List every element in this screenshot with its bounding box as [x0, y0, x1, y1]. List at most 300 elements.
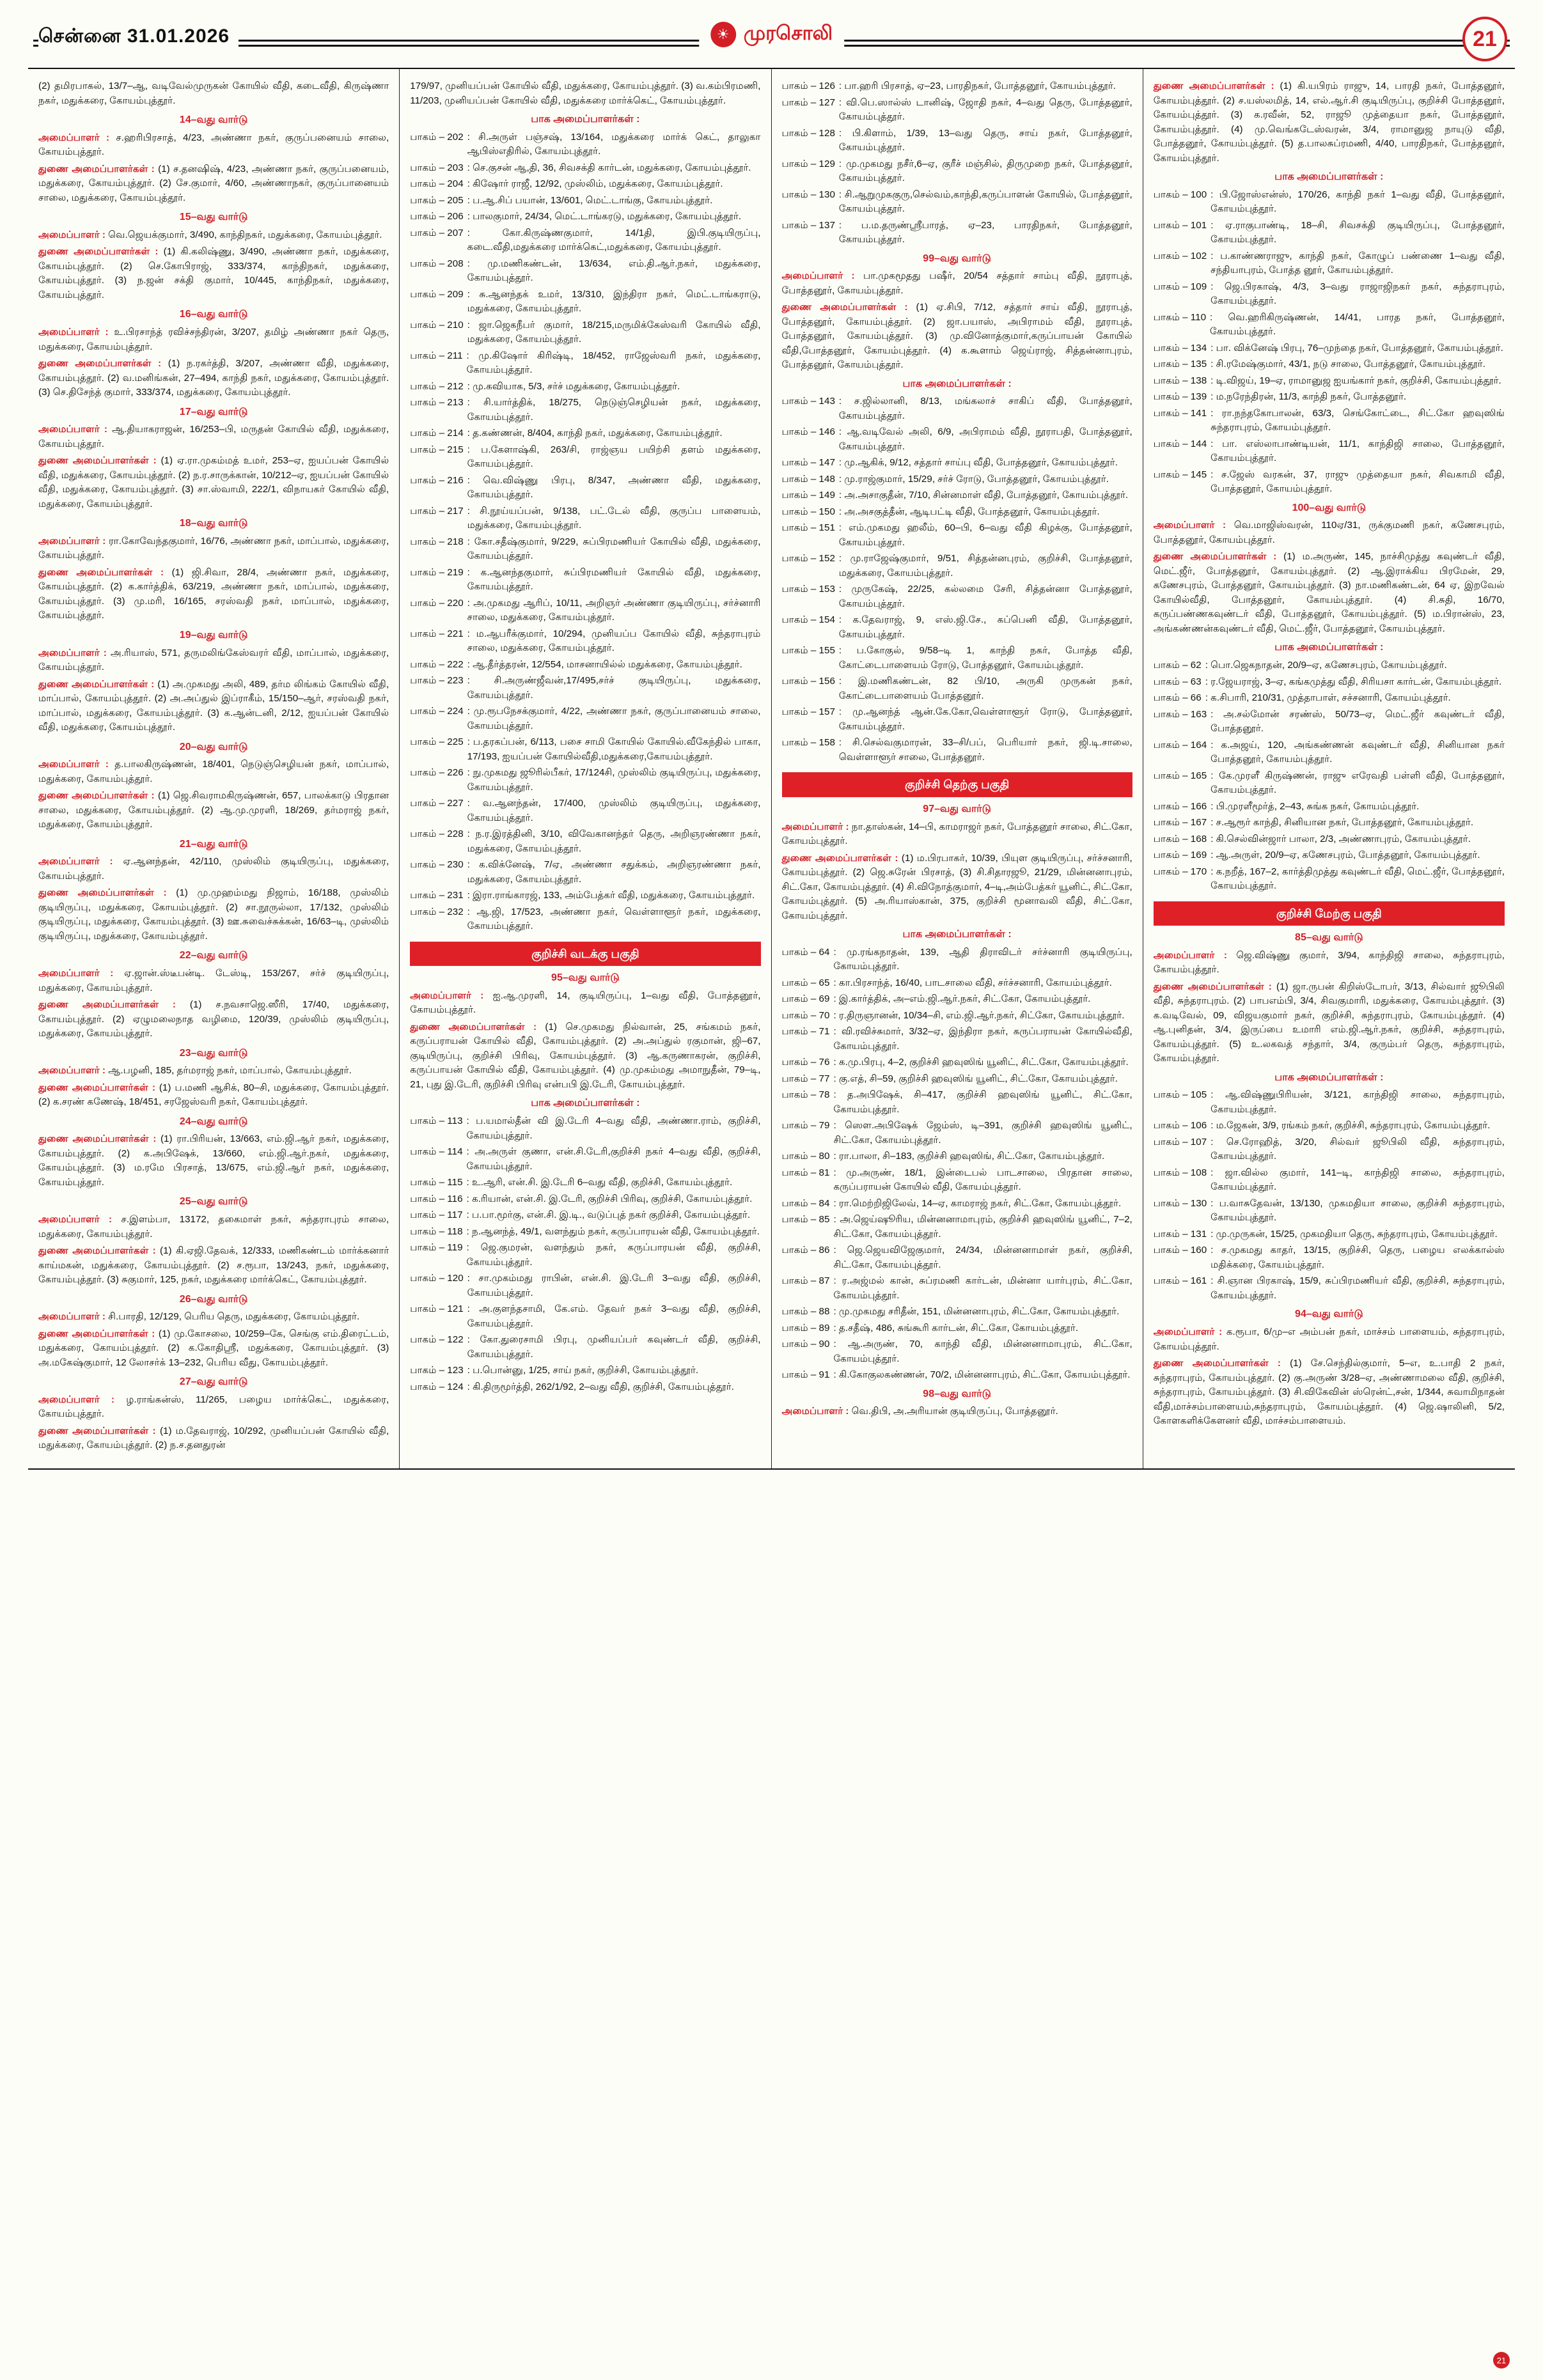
masthead-edition-date: சென்னை 31.01.2026	[38, 26, 239, 50]
organizer-text: ஐ.ஆ.முரளி, 14, குடியிருப்பு, 1–வது வீதி, போத்தனூர், கோயம்புத்தூர்.	[410, 990, 761, 1016]
booth-list-item	[782, 552, 1132, 580]
organizer-entry	[38, 886, 389, 944]
organizer-entry	[1154, 79, 1505, 166]
organizer-label: அமைப்பாளர் :	[38, 424, 107, 435]
organizer-text: ஏ.ஜான்.ஸ்டீபன்டி. டேஸ்டி, 153/267, சர்ச் குடியிருப்பு, மதுக்கரை, கோயம்புத்தூர்.	[38, 968, 389, 993]
booth-number: பாகம் – 115	[410, 1177, 463, 1188]
booth-list-item	[410, 1208, 760, 1223]
booth-number: பாகம் – 77	[781, 1073, 830, 1084]
booth-list-item	[410, 889, 760, 903]
booth-address: : ப.ஆ.சிப் பயான், 13/601, மெட்.டாங்கு, கோயம்புத்தூர்.	[467, 194, 713, 206]
booth-number: பாகம் – 116	[410, 1193, 463, 1204]
organizer-entry	[38, 162, 389, 206]
booth-address: : மு.முகமது சரிதீன், 151, மின்னனாபுரம், சிட்.கோ, கோயம்புத்தூர்.	[833, 1306, 1120, 1318]
organizer-label: அமைப்பாளர் :	[38, 968, 114, 979]
masthead-title: முரசொலி	[743, 22, 833, 44]
organizer-label: துணை அமைப்பாளர்கள் :	[38, 1245, 156, 1257]
booth-list-item	[1154, 249, 1505, 278]
booth-list-item	[782, 505, 1132, 520]
booth-address: : ஜா.ஜெகநீபர் குமார், 18/215,மருமிக்கேஸ்வரி கோயில் வீதி, மதுக்கரை, கோயம்புத்தூர்.	[467, 319, 761, 345]
booth-address: : கே.முரளீ கிருஷ்ணன், ராஜு எரேவதி பள்ளி வீதி, போத்தனூர், கோயம்புத்தூர்.	[1210, 770, 1505, 796]
booth-list-item	[1154, 816, 1505, 830]
booth-number: பாகம் – 114	[410, 1146, 463, 1158]
booth-list-item	[782, 1368, 1132, 1383]
booth-list-item	[410, 288, 760, 316]
booth-address: : மு.அருண், 18/1, இன்டைபல் பாடசாலை, பிரதான சாலை, கருப்பராயன் கோயில் வீதி, கோயம்புத்தூர்.	[833, 1167, 1132, 1193]
section-subheading: பாக அமைப்பாளர்கள் :	[531, 114, 640, 125]
organizer-text: (1) கி.ஏஜி.தேவக், 12/333, மணிகண்டம் மார்க்கனார் காய்மகன், மதுக்கரை, கோயம்புத்தூர். (2) ச.ரூபா, 13/243, நகர், மதுக்கரை, கோயம்புத்தூர். (3) சுகுமார், 125, நகர், மதுக்கரை மார்க்கெட், கோயம்புத்தூர்.	[38, 1245, 389, 1286]
organizer-text: வெ.ஜெயக்குமார், 3/490, காந்திநகர், மதுக்கரை, கோயம்புத்தூர்.	[108, 229, 382, 240]
booth-list-item	[1154, 1197, 1505, 1225]
booth-address: : செ.குசன் ஆ,தி, 36, சிவசக்தி கார்டன், மதுக்கரை, கோயம்புத்தூர்.	[467, 162, 751, 173]
booth-address: : ஏ.ராகுபாண்டி, 18–சி, சிவசக்தி குடியிருப்பு, போத்தனூர், கோயம்புத்தூர்.	[1210, 219, 1505, 245]
booth-address: : சி.செல்வகுமாரன், 33–சி/பப், பெரியார் நகர், ஜி.டி.சாலை, வெள்ளாளூர் சாலை, போத்தனூர்.	[838, 737, 1132, 763]
booth-list-item	[410, 177, 760, 192]
booth-address: : க.மு.பிரபு, 4–2, குறிச்சி ஹவுஸிங் யூனிட், சிட்.கோ, கோயம்புத்தூர்.	[833, 1057, 1129, 1068]
booth-address: : ஆ.தீர்த்தரன், 12/554, மாசனாயில்ல் மதுக்கரை, கோயம்புத்தூர்.	[467, 658, 742, 670]
booth-number: பாகம் – 209	[410, 288, 464, 300]
booth-list-item	[1154, 1166, 1505, 1195]
booth-list-item	[1154, 832, 1505, 847]
booth-address: : கு.எத், சி–59, குறிச்சி ஹவுஸிங் யூனிட், சிட்.கோ, கோயம்புத்தூர்.	[833, 1073, 1118, 1084]
booth-number: பாகம் – 86	[781, 1245, 830, 1256]
booth-number: பாகம் – 160	[1153, 1245, 1207, 1256]
section-banner: குறிச்சி தெற்கு பகுதி	[782, 772, 1132, 797]
booth-list-item	[410, 735, 760, 764]
booth-address: : கி.திருமூர்த்தி, 262/1/92, 2–வது வீதி, குறிச்சி, கோயம்புத்தூர்.	[467, 1381, 734, 1392]
booth-number: பாகம் – 122	[410, 1334, 464, 1346]
booth-list-item	[1154, 407, 1505, 435]
organizer-label: அமைப்பாளர் :	[38, 759, 109, 770]
booth-address: : சி.யார்த்திக், 18/275, நெடுஞ்செழியன் நகர், மதுக்கரை, கோயம்புத்தூர்.	[467, 397, 761, 423]
organizer-entry	[38, 1310, 389, 1325]
booth-list-item	[1154, 1088, 1505, 1117]
booth-list-item	[782, 394, 1132, 423]
organizer-text: (1) ந.ரகர்த்தி, 3/207, அண்ணா வீதி, மதுக்கரை, கோயம்புத்தூர். (2) வ.மனிங்கன், 27–494, காந்தி நகர், மதுக்கரை, கோயம்புத்தூர். (3) செ.திசேந்த் குமார், 333/374, மதுக்கரை, கோயம்புத்தூர்.	[38, 358, 389, 398]
section-subheading: 95–வது வார்டு	[551, 972, 620, 984]
booth-number: பாகம் – 63	[1153, 676, 1202, 687]
booth-list-item	[410, 396, 760, 424]
booth-number: பாகம் – 131	[1153, 1228, 1207, 1240]
ward-heading: 27–வது வார்டு	[179, 1376, 248, 1388]
booth-number: பாகம் – 91	[781, 1369, 830, 1381]
organizer-text: (1) ஏ.சிபி, 7/12, சத்தார் சாய் வீதி, நூராபுத், போத்தனூர், கோயம்புத்தூர். (2) ஜா.பயாஸ், அபிராமம் வீதி, நூராபுத், போத்தனூர், கோயம்புத்தூர். (3) மு.வினோத்குமார்,கருப்பாயன் கோயில் வீதி,போத்தனூர், கோயம்புத்தூர். (4) க.கூளாம் ஜெய்ராஜ், சித்தன்னாபுரம், போத்தனூர், கோயம்புத்தூர்.	[781, 302, 1132, 371]
booth-address: : க.சிபாரி, 210/31, முத்தாபாள், சச்சனாரி, கோயம்புத்தூர்.	[1205, 692, 1451, 704]
booth-number: பாகம் – 101	[1153, 219, 1207, 231]
booth-number: பாகம் – 221	[410, 628, 464, 639]
masthead-brand	[699, 22, 845, 47]
organizer-label: அமைப்பாளர் :	[781, 1406, 849, 1417]
booth-number: பாகம் – 121	[410, 1303, 464, 1315]
booth-address: : ஆ.ஜி, 17/523, அண்ணா நகர், வெள்ளாளூர் நகர், மதுக்கரை, கோயம்புத்தூர்.	[467, 906, 761, 932]
ward-heading: 25–வது வார்டு	[179, 1196, 248, 1208]
organizer-entry	[38, 855, 389, 883]
organizer-entry	[782, 300, 1132, 373]
organizer-label: அமைப்பாளர் :	[38, 535, 106, 547]
booth-number: பாகம் – 70	[781, 1009, 830, 1021]
organizer-entry	[38, 1327, 389, 1371]
organizer-entry	[782, 820, 1132, 849]
booth-address: : சா.முகம்மது ராபின், என்.சி. இ.டேரி 3–வது வீதி, குறிச்சி, கோயம்புத்தூர்.	[467, 1273, 761, 1298]
organizer-text: (1) ஏ.ரா.முகம்மத் உமர், 253–ஏ, ஐயப்பன் கோயில் வீதி, மதுக்கரை, கோயம்புத்தூர். (2) ந.ர.சாருக்கான், 10/212–ஏ, ஐயப்பன் கோயில் வீதி, மதுக்கரை, கோயம்புத்தூர். (3) சா.ஸ்வாமி, 222/1, விநாயகர் கோயில் வீதி, மதுக்கரை, கோயம்புத்தூர்.	[38, 455, 389, 509]
organizer-text: (1) ம.பிரபாகர், 10/39, பியுள குடியிருப்பு, சர்ச்சனாரி, கோயம்புத்தூர். (2) ஜெ.சுரேன் பிரசாத், (3) சி.சிதாரஜூ, 21/29, மின்னனாபுரம், சிட்.கோ, கோயம்புத்தூர். (4) சி.விநோத்குமார், 4–டி,அம்பேத்கர் யூனிட், சிட்.கோ, கோயம்புத்தூர். (5) அ.ரியாஸ்கான், 375, குறிச்சி மூனாவலி வீதி, சிட்.கோ, கோயம்புத்தூர்.	[781, 852, 1132, 921]
booth-number: பாகம் – 213	[410, 397, 464, 408]
booth-number: பாகம் – 144	[1153, 438, 1207, 449]
organizer-text: (1) செ.முகமது நில்வான், 25, சங்கமம் நகர், கருப்பராயன் கோயில் வீதி, கோயம்புத்தூர். (2) அ.அப்துல் ரகுமான், ஜி–67, குடியிருப்பு, குறிச்சி பிரிவு, கோயம்புத்தூர். (3) ஆ.கருணாகரன், குறிச்சி, கருப்பாயன் கோயில் வீதி, கோயம்புத்தூர். (4) மு.முகம்மது அமாநுதீன், 79–டி, 21, புது இ.டேரி, குறிச்சி பிரிவு என்பபி இ.டேரி, கோயம்புத்தூர்.	[410, 1021, 761, 1090]
booth-list-item	[782, 472, 1132, 487]
booth-list-item	[1154, 675, 1505, 690]
booth-list-item	[410, 1302, 760, 1331]
organizer-text: (1) ஜெ.சிவராமகிருஷ்ணன், 657, பாலக்காடு பிரதான சாலை, மதுக்கரை, கோயம்புத்தூர். (2) ஆ.மு.முரளி, 18/269, தர்மராஜ் நகர், மதுக்கரை, கோயம்புத்தூர்.	[38, 790, 389, 830]
organizer-label: துணை அமைப்பாளர்கள் :	[781, 852, 898, 864]
ward-heading: 15–வது வார்டு	[179, 212, 248, 223]
booth-list-item	[1154, 800, 1505, 814]
booth-number: பாகம் – 203	[410, 162, 464, 173]
booth-list-item	[410, 704, 760, 733]
booth-address: : கி.செல்வின்ஜார் பாலா, 2/3, அண்ணாபுரம், கோயம்புத்தூர்.	[1210, 833, 1471, 844]
booth-address: : ச.முகமது காதர், 13/15, குறிச்சி, தெரு, பழைய எலக்கால்ஸ் மதிக்கரை, கோயம்புத்தூர்.	[1210, 1245, 1505, 1270]
booth-number: பாகம் – 217	[410, 505, 464, 517]
section-subheading: 85–வது வார்டு	[1295, 932, 1363, 944]
organizer-entry	[38, 228, 389, 243]
section-subheading: பாக அமைப்பாளர்கள் :	[1274, 642, 1384, 653]
booth-list-item	[410, 827, 760, 856]
booth-number: பாகம் – 66	[1153, 692, 1202, 704]
booth-number: பாகம் – 141	[1153, 407, 1207, 419]
booth-list-item	[410, 596, 760, 625]
booth-number: பாகம் – 107	[1153, 1136, 1207, 1147]
booth-number: பாகம் – 87	[781, 1275, 830, 1287]
booth-number: பாகம் – 130	[1153, 1197, 1207, 1209]
booth-list-item	[782, 1072, 1132, 1087]
booth-list-item	[410, 380, 760, 394]
booth-address: : வெ.விஷ்ணு பிரபு, 8/347, அண்ணா வீதி, மதுக்கரை, கோயம்புத்தூர்.	[467, 474, 761, 501]
booth-address: : மு.ஆகிக், 9/12, சத்தார் சாய்பு வீதி, போத்தனூர், கோயம்புத்தூர்.	[838, 457, 1118, 469]
booth-address: : இரா.ராங்காரஜ், 133, அம்பேத்கர் வீதி, மதுக்கரை, கோயம்புத்தூர்.	[467, 890, 755, 901]
booth-number: பாகம் – 150	[781, 506, 835, 517]
organizer-label: அமைப்பாளர் :	[1153, 520, 1226, 531]
booth-address: : டி.விஜய், 19–ஏ, ராமானுஜ ஐயங்கார் நகர், குறிச்சி, கோயம்புத்தூர்.	[1210, 375, 1501, 386]
organizer-entry	[38, 1424, 389, 1453]
booth-address: : மு.கவியாக, 5/3, சர்ச் மதுக்கரை, கோயம்புத்தூர்.	[467, 380, 680, 392]
booth-number: பாகம் – 211	[410, 350, 463, 361]
organizer-label: துணை அமைப்பாளர்கள் :	[38, 887, 167, 899]
section-subheading: பாக அமைப்பாளர்கள் :	[531, 1098, 640, 1109]
organizer-text: ச.இளம்பா, 13172, தகைமாள் நகர், சுந்தராபுரம் சாலை, மதுக்கரை, கோயம்புத்தூர்.	[38, 1214, 389, 1240]
booth-number: பாகம் – 106	[1153, 1120, 1207, 1132]
booth-number: பாகம் – 146	[781, 426, 835, 438]
organizer-entry	[38, 1132, 389, 1190]
organizer-entry	[38, 566, 389, 623]
organizer-text: ஏ.ஆனந்தன், 42/110, முஸ்லிம் குடியிருப்பு, மதுக்கரை, கோயம்புத்தூர்.	[38, 856, 389, 882]
booth-address: : பாலகுமார், 24/34, மெட்.டாங்கரடு, மதுக்கரை, கோயம்புத்தூர்.	[467, 211, 742, 222]
ward-heading: 16–வது வார்டு	[179, 309, 248, 320]
organizer-text: (1) அ.முகமது அலி, 489, தர்ம லிங்கம் கோயில் வீதி, மாப்பால், கோயம்புத்தூர். (2) அ.அப்துல் இப்ராகீம், 15/150–ஆர், சரஸ்வதி நகர், மாப்பால், மதுக்கரை, கோயம்புத்தூர். (3) க.ஆன்டனி, 2/12, ஐயப்பன் கோயில் வீதி, மதுக்கரை, கோயம்புத்தூர்.	[38, 678, 389, 733]
booth-address: : பி.முரளீமூர்த், 2–43, சுங்க நகர், கோயம்புத்தூர்.	[1210, 800, 1420, 812]
booth-number: பாகம் – 207	[410, 227, 464, 238]
booth-list-item	[782, 219, 1132, 247]
booth-list-item	[1154, 658, 1505, 673]
booth-list-item	[782, 992, 1132, 1007]
booth-list-item	[782, 1088, 1132, 1117]
booth-address: : ப.கோகுல், 9/58–டி 1, காந்தி நகர், போத்த வீதி, கோட்டைபாளையம் ரோடு, போத்தனூர், கோயம்புத்தூர்.	[838, 645, 1132, 671]
booth-number: பாகம் – 156	[781, 676, 835, 687]
booth-number: பாகம் – 223	[410, 675, 464, 687]
booth-number: பாகம் – 228	[410, 828, 464, 840]
booth-list-item	[1154, 691, 1505, 706]
booth-list-item	[410, 858, 760, 887]
booth-list-item	[1154, 769, 1505, 798]
organizer-entry	[1154, 949, 1505, 977]
booth-number: பாகம் – 206	[410, 211, 464, 222]
organizer-label: அமைப்பாளர் :	[1153, 1326, 1223, 1338]
booth-number: பாகம் – 113	[410, 1116, 463, 1127]
booth-number: பாகம் – 143	[781, 396, 835, 407]
booth-address: : மு.ராஜேஷ்குமார், 9/51, சித்தன்னபுரம், குறிச்சி, போத்தனூர், மதுக்கரை, கோயம்புத்தூர்.	[838, 553, 1132, 579]
organizer-label: துணை அமைப்பாளர்கள் :	[38, 790, 155, 802]
booth-number: பாகம் – 84	[781, 1197, 830, 1209]
booth-address: : ப.யமால்தீன் வி இ.டேரி 4–வது வீதி, அண்ணா.ராம், குறிச்சி, கோயம்புத்தூர்.	[466, 1116, 761, 1141]
booth-number: பாகம் – 100	[1153, 189, 1207, 200]
organizer-text: (1) சே.செந்தில்குமார், 5–எ, உ.பாதி 2 நகர், சுந்தராபுரம், கோயம்புத்தூர். (2) கு.அருண் 3/28–ஏ, அண்ணாமலை வீதி, குறிச்சி, சுந்தராபுரம், கோயம்புத்தூர். (3) சி.விகேவின் ஸ்ரென்ட்,சன், 1/344, சுவாமிநாதன் வீதி,மாச்சம்பாளையம்,சுந்தராபுரம், கோயம்புத்தூர். (4) ஜெ.ஷாலினி, 5/2, கோளகளிக்கேளனர் வீதி, மாச்சம்பாளையம்.	[1153, 1358, 1505, 1427]
booth-address: : வ.ஆனந்தன், 17/400, முஸ்லிம் குடியிருப்பு, மதுக்கரை, கோயம்புத்தூர்.	[467, 798, 761, 823]
booth-address: : ஆ.அருண், 70, காந்தி வீதி, மின்னனாமாபுரம், சிட்.கோ, கோயம்புத்தூர்.	[833, 1339, 1132, 1364]
booth-list-item	[782, 705, 1132, 734]
column-3	[772, 69, 1143, 1468]
booth-address: : அ.குளந்தசாமி, கே.எம். தேவர் நகர் 3–வது வீதி, குறிச்சி, கோயம்புத்தூர்.	[467, 1303, 761, 1329]
booth-address: : ப.கேளாஷ்கி, 263/சி, ராஜ்ஞய பயிற்சி தளம் மதுக்கரை, கோயம்புத்தூர்.	[467, 444, 761, 470]
organizer-label: அமைப்பாளர் :	[38, 1065, 106, 1077]
booth-address: : ச.ஜேஸ் வரகன், 37, ராஜு முத்தையா நகர், சிவகாமி வீதி, போத்தனூர், கோயம்புத்தூர்.	[1210, 469, 1505, 495]
organizer-label: அமைப்பாளர் :	[38, 856, 113, 867]
organizer-label: துணை அமைப்பாளர்கள் :	[1153, 81, 1274, 91]
booth-list-item	[410, 226, 760, 255]
organizer-label: அமைப்பாளர் :	[410, 990, 484, 1001]
booth-address: : சி.ரமேஷ்குமார், 43/1, நடு சாலை, போத்தனூர், கோயம்புத்தூர்.	[1210, 359, 1485, 370]
booth-list-item	[782, 1274, 1132, 1303]
organizer-label: துணை அமைப்பாளர்கள் :	[38, 455, 157, 467]
booth-list-item	[410, 674, 760, 703]
booth-address: : க.விக்னேஷ், 7/ஏ, அண்ணா சதுக்கம், அறிஞரண்ணா நகர், மதுக்கரை, கோயம்புத்தூர்.	[467, 859, 761, 885]
booth-address: : த.அபிஷேக், சி–417, குறிச்சி ஹவுஸிங் யூனிட், சிட்.கோ, கோயம்புத்தூர்.	[833, 1089, 1132, 1115]
booth-address: : மு.ராஜ்குமார், 15/29, சர்ச் ரோடு, போத்தனூர், கோயம்புத்தூர்.	[838, 473, 1109, 485]
organizer-text: (1) ச.நவசாஜெ.ஸீரி, 17/40, மதுக்கரை, கோயம்புத்தூர். (2) ஏழுமலைநாத வழிமை, 120/39, முஸ்லிம் குடியிருப்பு, மதுக்கரை, கோயம்புத்தூர்.	[38, 999, 389, 1039]
booth-number: பாகம் – 208	[410, 258, 464, 269]
booth-list-item	[782, 96, 1132, 125]
booth-address: : ப.பா.மூர்கு, என்.சி. இ.டி., வடுப்புத் நகர் குறிச்சி, கோயம்புத்தூர்.	[466, 1209, 751, 1221]
column-1	[28, 69, 400, 1468]
ward-heading: 14–வது வார்டு	[179, 114, 248, 125]
booth-address: : மு.ரங்கநாதன், 139, ஆதி திராவிடர் சர்ச்னாரி குடியிருப்பு, கோயம்புத்தூர்.	[833, 946, 1132, 972]
booth-number: பாகம் – 164	[1153, 739, 1207, 751]
organizer-entry	[38, 245, 389, 302]
booth-list-item	[1154, 848, 1505, 863]
booth-number: பாகம் – 151	[781, 522, 835, 534]
booth-address: : த.கண்ணன், 8/404, காந்தி நகர், மதுக்கரை, கோயம்புத்தூர்.	[467, 428, 723, 439]
organizer-entry	[410, 1020, 760, 1093]
booth-address: : அ.சல்மோன் சரண்ஸ், 50/73–ஏ, மெட்.ஜீர் கவுண்டர் வீதி, போத்தனூர்.	[1210, 708, 1505, 735]
organizer-text: (1) மு.கோசலை, 10/259–கே, செங்கு எம்.திரைட்டம், மதுக்கரை, கோயம்புத்தூர். (2) க.கோதிஸ்ரீ, மதுக்கரை, கோயம்புத்தூர். (3) அ.மகேஷ்குமார், 12 லோசர்க் 13–232, பெரிய வீது, கோயம்புத்தூர்.	[38, 1328, 389, 1368]
booth-list-item	[410, 1272, 760, 1300]
booth-number: பாகம் – 90	[781, 1339, 830, 1350]
booth-list-item	[410, 257, 760, 286]
organizer-text: (1) கி.யபிரம் ராஜு, 14, பாரதி நகர், போத்தனூர், கோயம்புத்தூர். (2) ச.யஸ்லமித், 14, எல்.ஆர்.சி குடியிருப்பு, குறிச்சி போத்தனூர், கோயம்புத்தூர். (3) க.ரவீன், 52, ராஜூ முத்தையா நகர், போத்தனூர், கோயம்புத்தூர். (4) மு.வெங்கடேஸ்வரன், 3/4, ராமானுஜ நாயுடு வீதி, போத்தனூர், கோயம்புத்தூர். (5) த.பாலசுப்ரமணி, 4/40, பாரதிநகர், போத்தனூர், கோயம்புத்தூர்.	[1153, 81, 1505, 164]
booth-number: பாகம் – 226	[410, 767, 464, 779]
booth-address: : கோ.கிருஷ்ணகுமார், 14/1தி, இபி.குடியிருப்பு, கடை.வீதி,மதுக்கரை மார்க்கெட்,மதுக்கரை, கோயம்புத்தூர்.	[467, 227, 761, 253]
booth-number: பாகம் – 210	[410, 319, 464, 331]
ward-heading: 26–வது வார்டு	[179, 1293, 248, 1305]
booth-address: : சி.அருள் பஞ்சஷ், 13/164, மதுக்கரை மார்க் கெட், தாலுகா ஆபிஸ்எதிரில், கோயம்புத்தூர்.	[467, 131, 761, 157]
booth-address: : ரா.நந்தகோபாலன், 63/3, செங்கோட்டை, சிட்.கோ ஹவுஸிங் சுந்தராபுரம், கோயம்புத்தூர்.	[1210, 407, 1505, 433]
booth-address: : அ.அசகுத்தீன், ஆடிபட்டி வீதி, போத்தனூர், கோயம்புத்தூர்.	[838, 506, 1100, 517]
organizer-label: துணை அமைப்பாளர்கள் :	[1153, 551, 1277, 563]
organizer-entry	[38, 678, 389, 735]
booth-list-item	[410, 161, 760, 176]
organizer-entry	[782, 1404, 1132, 1419]
booth-address: : பா. விக்னேஷ் பிரபு, 76–முந்தை நகர், போத்தனூர், கோயம்புத்தூர்.	[1210, 342, 1503, 354]
article-columns	[28, 68, 1515, 1470]
section-subheading: பாக அமைப்பாளர்கள் :	[902, 378, 1012, 389]
organizer-entry	[38, 1064, 389, 1078]
organizer-entry	[38, 357, 389, 400]
booth-number: பாகம் – 110	[1153, 311, 1207, 323]
booth-address: : மு.ரூபநேசக்குமார், 4/22, அண்ணா நகர், குருப்பானையம் சாலை, கோயம்புத்தூர்.	[467, 706, 761, 731]
booth-address: : ப.பொன்னு, 1/25, சாய் நகர், குறிச்சி, கோயம்புத்தூர்.	[467, 1365, 699, 1376]
organizer-text: ஆ.தியாகராஜன், 16/253–பி, மருதன் கோயில் வீதி, மதுக்கரை, கோயம்புத்தூர்.	[38, 424, 389, 449]
booth-number: பாகம் – 161	[1153, 1275, 1207, 1287]
organizer-entry	[1154, 980, 1505, 1066]
organizer-text: (1) ச.தனஷிஷ், 4/23, அண்ணா நகர், குருப்பனையம், மதுக்கரை, கோயம்புத்தூர். (2) சே.குமார், 4/60, அண்ணாநகர், குருப்பானையம் சாலை, மதுக்கரை, கோயம்புத்தூர்.	[38, 163, 389, 203]
ward-heading: 22–வது வார்டு	[179, 950, 248, 961]
booth-number: பாகம் – 134	[1153, 342, 1207, 354]
booth-address: : பி.ஜோஸ்என்ஸ், 170/26, காந்தி நகர் 1–வது வீதி, போத்தனூர், கோயம்புத்தூர்.	[1210, 189, 1505, 215]
booth-number: பாகம் – 109	[1153, 281, 1207, 292]
booth-number: பாகம் – 167	[1153, 817, 1207, 828]
organizer-text: உ.பிரசாந்த் ரவிச்சந்திரன், 3/207, தமிழ் அண்ணா நகர் தெரு, மதுக்கரை, கோயம்புத்தூர்.	[38, 327, 389, 352]
masthead	[0, 0, 1543, 61]
ward-heading: 18–வது வார்டு	[179, 518, 248, 529]
ward-heading: 21–வது வார்டு	[179, 838, 248, 850]
booth-list-item	[782, 1119, 1132, 1147]
organizer-label: அமைப்பாளர் :	[38, 647, 107, 658]
booth-list-item	[782, 644, 1132, 673]
booth-address: : ப.தரகப்பன், 6/113, பசை சாமி கோயில் கோயில்.வீகேந்தில் பாகா, 17/193, ஐயப்பன் கோயில்வீதி,மதுக்கரை,கோயம்புத்தூர்.	[467, 736, 761, 762]
organizer-text: (1) ம.அருண், 145, நாச்சிமுத்து கவுண்டர் வீதி, மெட்.ஜீர், போத்தனூர், கோயம்புத்தூர். (2) ஆ.இராக்கிய பிரமேன், 29, கணேசபுரம், போத்தனூர், கோயம்புத்தூர். (3) நா.மணிகண்டன், 64 ஏ, இறவேல் கோயில்வீதி, போத்தனூர், கோயம்புத்தூர். (4) சி.சுதி, 16/70, கருப்பண்ணகவுண்டர் வீதி, போத்தனூர், கோயம்புத்தூர். (5) ம.பிரான்ஸ், 23, அங்கண்ணன்கவுண்டர் வீதி, மெட்.ஜீர், போத்தனூர், கோயம்புத்தூர்.	[1153, 551, 1505, 634]
booth-number: பாகம் – 218	[410, 536, 464, 547]
booth-number: பாகம் – 120	[410, 1273, 464, 1284]
booth-list-item	[410, 766, 760, 795]
organizer-entry	[38, 1244, 389, 1287]
booth-list-item	[1154, 390, 1505, 405]
booth-number: பாகம் – 231	[410, 890, 464, 901]
booth-address: : க.ரியான், என்.சி. இ.டேரி, குறிச்சி பிரிவு, குறிச்சி, கோயம்புத்தூர்.	[466, 1193, 753, 1204]
organizer-entry	[782, 269, 1132, 298]
booth-list-item	[410, 443, 760, 472]
booth-number: பாகம் – 147	[781, 457, 835, 469]
booth-address: : ப.ம.தருண்ஸ்ரீபாரத், ஏ–23, பாரதிநகர், போத்தனூர், கோயம்புத்தூர்.	[838, 219, 1132, 245]
booth-address: : செ.ரோஹித், 3/20, சில்வர் ஜூபிலி வீதி, சுந்தராபுரம், கோயம்புத்தூர்.	[1210, 1136, 1505, 1162]
booth-address: : சி.நூய்யப்பன், 9/138, பட்.டேல் வீதி, குருப்ப பாளையம், மதுக்கரை, கோயம்புத்தூர்.	[467, 505, 761, 531]
booth-address: : வெ.ஹரிகிருஷ்ணன், 14/41, பாரத நகர், போத்தனூர், கோயம்புத்தூர்.	[1210, 311, 1505, 338]
booth-number: பாகம் – 154	[781, 614, 835, 626]
organizer-text: (1) மு.முஹம்மது நிஜாம், 16/188, முஸ்லிம் குடியிருப்பு, மதுக்கரை, கோயம்புத்தூர். (2) சா.நூருல்லா, 17/132, முஸ்லிம் குடியிருப்பு, மதுக்கரை, கோயம்புத்தூர். (3) ஊ.சுவைச்சுக்கன், 16/63–டி, முஸ்லிம் குடியிருப்பு, மதுக்கரை, கோயம்புத்தூர்.	[38, 887, 389, 942]
booth-address: : எம்.முகமது ஹலீம், 60–பி, 6–வது வீதி கிழக்கு, போத்தனூர், கோயம்புத்தூர்.	[838, 522, 1132, 548]
booth-address: : பா. எஸ்லாபாண்டியன், 11/1, காந்திஜி சாலை, போத்தனூர், கோயம்புத்தூர்.	[1210, 438, 1505, 464]
booth-number: பாகம் – 149	[781, 490, 835, 501]
booth-list-item	[782, 1243, 1132, 1272]
section-subheading: பாக அமைப்பாளர்கள் :	[1274, 171, 1384, 182]
organizer-label: துணை அமைப்பாளர்கள் :	[1153, 981, 1272, 992]
booth-address: : பொ.ஜெகநாதன், 20/9–ஏ, கணேசபுரம், கோயம்புத்தூர்.	[1205, 660, 1447, 671]
booth-list-item	[410, 426, 760, 441]
booth-address: : ந.ர.இரத்தினி, 3/10, விவேகானந்தர் தெரு, அறிஞரண்ணா நகர், மதுக்கரை, கோயம்புத்தூர்.	[467, 828, 761, 854]
booth-number: பாகம் – 139	[1153, 391, 1207, 403]
footer-page-number: 21	[1493, 2352, 1510, 2368]
booth-list-item	[782, 1009, 1132, 1023]
organizer-text: (1) ரா.பிரியன், 13/663, எம்.ஜி.ஆர் நகர், மதுக்கரை, கோயம்புத்தூர். (2) க.அபிஷேக், 13/660, எம்.ஜி.ஆர்.நகர், மதுக்கரை, கோயம்புத்தூர். (3) ம.ரமே பிரசாத், 13/675, எம்.ஜி.ஆர் நகர், மதுக்கரை, கோயம்புத்தூர்.	[38, 1133, 389, 1188]
organizer-text: ஜெ.விஷ்ணு குமார், 3/94, காந்திஜி சாலை, சுந்தராபுரம், கோயம்புத்தூர்.	[1153, 949, 1505, 976]
organizer-label: அமைப்பாளர் :	[38, 327, 109, 338]
booth-address: : இ.மணிகண்டன், 82 பி/10, அருகி முருகன் நகர், கோட்டைபாளையம் போத்தனூர்.	[838, 676, 1132, 701]
booth-number: பாகம் – 155	[781, 645, 835, 657]
booth-number: பாகம் – 76	[781, 1057, 830, 1068]
booth-address: : ச.ஜில்லானி, 8/13, மங்கலாச் சாகிப் வீதி, போத்தனூர், கோயம்புத்தூர்.	[838, 396, 1132, 421]
booth-list-item	[1154, 219, 1505, 247]
booth-list-item	[410, 1380, 760, 1395]
booth-number: பாகம் – 135	[1153, 359, 1207, 370]
booth-address: : ஆ.வடிவேல் அலி, 6/9, அபிராமம் வீதி, நூராபதி, போத்தனூர், கோயம்புத்தூர்.	[838, 426, 1132, 452]
booth-address: : கா.பிரசாந்த், 16/40, பாடசாலை வீதி, சர்ச்சனாரி, கோயம்புத்தூர்.	[833, 977, 1112, 988]
organizer-entry	[38, 967, 389, 995]
booth-address: : ச.ஆரூர் காந்தி, சினியான நகர், போத்தனூர், கோயம்புத்தூர்.	[1210, 817, 1474, 828]
booth-address: : ப.காண்ணராஜு, காந்தி நகர், கோழுப் பண்ணை 1–வது வீதி, சந்தியாபுரம், போத்த னூர், கோயம்புத்தூர்.	[1210, 250, 1505, 276]
booth-address: : சு.ஆனந்தக் உமர், 13/310, இந்திரா நகர், மெட்.டாங்கராடு, மதுக்கரை, கோயம்புத்தூர்.	[467, 288, 761, 315]
booth-address: : ரா.மெற்றிஜிலேவ், 14–ஏ, காமராஜ் நகர், சிட்.கோ, கோயம்புத்தூர்.	[833, 1197, 1122, 1209]
ward-heading: 20–வது வார்டு	[179, 741, 248, 752]
booth-number: பாகம் – 130	[781, 189, 835, 200]
booth-number: பாகம் – 123	[410, 1365, 464, 1376]
booth-number: பாகம் – 137	[781, 219, 835, 231]
organizer-label: துணை அமைப்பாளர்கள் :	[38, 246, 159, 258]
page-number-badge: 21	[1462, 17, 1507, 61]
booth-number: பாகம் – 127	[781, 97, 835, 108]
booth-list-item	[410, 349, 760, 378]
booth-address: : ர.திருஞானன், 10/34–சி, எம்.ஜி.ஆர்.நகர், சிட்கோ, கோயம்புத்தூர்.	[833, 1009, 1125, 1021]
booth-address: : கோ.சதீஷ்குமார், 9/229, சுப்பிரமணியர் கோயில் வீதி, மதுக்கரை, கோயம்புத்தூர்.	[467, 536, 761, 562]
section-subheading: பாக அமைப்பாளர்கள் :	[902, 929, 1012, 940]
organizer-entry	[38, 325, 389, 354]
booth-number: பாகம் – 64	[781, 946, 830, 958]
booth-list-item	[410, 1225, 760, 1240]
organizer-text: (1) ப.மணி ஆசிக், 80–சி, மதுக்கரை, கோயம்புத்தூர். (2) க.சரண் கணேஷ், 18/451, சரஜேஸ்வரி நகர், கோயம்புத்தூர்.	[38, 1082, 389, 1108]
booth-number: பாகம் – 232	[410, 906, 464, 917]
booth-number: பாகம் – 153	[781, 584, 835, 595]
booth-address: : க.ஆனந்தகுமார், சுப்பிரமணியர் கோயில் வீதி, மதுக்கரை, கோயம்புத்தூர்.	[467, 566, 761, 593]
booth-number: பாகம் – 65	[781, 977, 830, 988]
booth-address: : மு.மணிகண்டன், 13/634, எம்.தி.ஆர்.நகர், மதுக்கரை, கோயம்புத்தூர்.	[467, 258, 761, 284]
booth-address: : மு.முருகன், 15/25, முகமதியா தெரு, சுந்தராபுரம், கோயம்புத்தூர்.	[1210, 1228, 1498, 1240]
organizer-text: பா.முகமூதது பஷீர், 20/54 சத்தார் சாம்பு வீதி, நூராபுத், போத்தனூர், கோயம்புத்தூர்.	[781, 270, 1132, 296]
booth-number: பாகம் – 204	[410, 178, 464, 190]
booth-list-item	[782, 1149, 1132, 1164]
booth-list-item	[1154, 437, 1505, 466]
booth-address: : மு.முகமது நசீர்,6–ஏ, குரீச் மஞ்சில், திருமுறை நகர், போத்தனூர், கோயம்புத்தூர்.	[838, 158, 1132, 183]
booth-list-item	[782, 1305, 1132, 1319]
booth-list-item	[410, 1241, 760, 1270]
booth-address: : ஜா.வில்ல குமார், 141–டி, காந்திஜி சாலை, சுந்தராபுரம், கோயம்புத்தூர்.	[1210, 1167, 1505, 1193]
booth-address: : சி.அருண்ஜீவன்,17/495,சர்ச் குடியிருப்பு, மதுக்கரை, கோயம்புத்தூர்.	[467, 675, 761, 701]
booth-number: பாகம் – 79	[781, 1120, 830, 1132]
